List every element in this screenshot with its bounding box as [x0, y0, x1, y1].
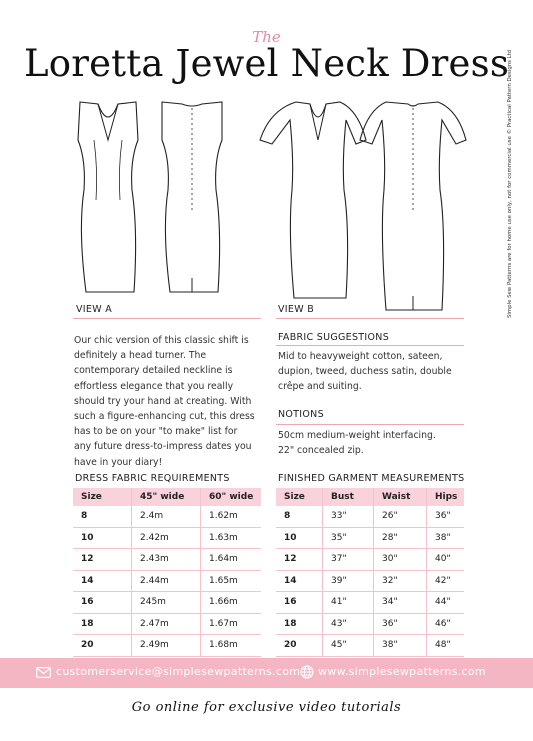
notions-line-1: 50cm medium-weight interfacing. — [278, 430, 436, 441]
value-cell: 1.68m — [201, 635, 262, 657]
contact-footer — [0, 658, 533, 688]
view-b-label: VIEW B — [278, 304, 315, 315]
value-cell: 43" — [323, 613, 374, 635]
size-cell: 20 — [73, 635, 132, 657]
column-header: Size — [73, 488, 132, 506]
value-cell: 45" — [323, 635, 374, 657]
copyright-sidebar: Simple Sew Patterns are for home use only, not for commercial use © Practical Pattern Designs Ltd — [507, 49, 513, 318]
column-header: Hips — [427, 488, 465, 506]
dress-fabric-table — [73, 488, 261, 657]
value-cell: 36" — [374, 613, 427, 635]
size-cell: 18 — [276, 613, 323, 635]
notions-divider — [276, 424, 464, 425]
size-cell: 12 — [73, 549, 132, 571]
value-cell: 1.62m — [201, 506, 262, 527]
value-cell: 2.43m — [132, 549, 201, 571]
column-header: 60" wide — [201, 488, 262, 506]
value-cell: 28" — [374, 527, 427, 549]
value-cell: 2.44m — [132, 570, 201, 592]
column-header: 45" wide — [132, 488, 201, 506]
table-row — [276, 549, 464, 571]
value-cell: 36" — [427, 506, 465, 527]
table-row — [73, 592, 261, 614]
size-cell: 14 — [73, 570, 132, 592]
table-row — [73, 570, 261, 592]
table-row — [73, 506, 261, 527]
size-cell: 16 — [73, 592, 132, 614]
value-cell: 1.63m — [201, 527, 262, 549]
value-cell: 37" — [323, 549, 374, 571]
size-cell: 16 — [276, 592, 323, 614]
table-row — [276, 635, 464, 657]
column-header: Bust — [323, 488, 374, 506]
value-cell: 48" — [427, 635, 465, 657]
description-paragraph: Our chic version of this classic shift is definitely a head turner. The contemporary detailed neckline is effortless elegance that you really should try your hand at creating. With such a figure-enhancing cut, this dress has to be on your "to make" list for any future dress-to-impress dates you have in your diary! — [74, 335, 255, 468]
table-row — [73, 549, 261, 571]
email-link[interactable]: customerservice@simplesewpatterns.com — [56, 665, 301, 678]
value-cell: 32" — [374, 570, 427, 592]
size-cell: 8 — [276, 506, 323, 527]
page-title: Loretta Jewel Neck Dress — [23, 42, 510, 85]
value-cell: 38" — [427, 527, 465, 549]
size-cell: 14 — [276, 570, 323, 592]
table-row — [276, 592, 464, 614]
value-cell: 38" — [374, 635, 427, 657]
table-row — [276, 570, 464, 592]
column-header: Size — [276, 488, 323, 506]
view-a-front-sketch — [68, 100, 148, 300]
column-header: Waist — [374, 488, 427, 506]
globe-icon — [300, 665, 314, 679]
value-cell: 1.64m — [201, 549, 262, 571]
value-cell: 40" — [427, 549, 465, 571]
value-cell: 2.42m — [132, 527, 201, 549]
value-cell: 39" — [323, 570, 374, 592]
view-b-front-sketch — [258, 100, 368, 305]
title-kicker: The — [252, 28, 281, 46]
notions-heading: NOTIONS — [278, 409, 324, 420]
website-link[interactable]: www.simplesewpatterns.com — [318, 665, 486, 678]
size-cell: 12 — [276, 549, 323, 571]
value-cell: 46" — [427, 613, 465, 635]
value-cell: 44" — [427, 592, 465, 614]
dress-fabric-heading: DRESS FABRIC REQUIREMENTS — [75, 473, 230, 484]
envelope-icon — [36, 667, 51, 678]
table-row — [276, 527, 464, 549]
view-a-back-sketch — [152, 100, 232, 300]
value-cell: 26" — [374, 506, 427, 527]
size-cell: 8 — [73, 506, 132, 527]
value-cell: 1.67m — [201, 613, 262, 635]
notions-line-2: 22" concealed zip. — [278, 445, 364, 456]
value-cell: 30" — [374, 549, 427, 571]
size-cell: 20 — [276, 635, 323, 657]
value-cell: 1.65m — [201, 570, 262, 592]
view-b-back-sketch — [358, 100, 468, 315]
size-cell: 10 — [73, 527, 132, 549]
view-b-divider — [276, 318, 464, 319]
value-cell: 2.47m — [132, 613, 201, 635]
video-tutorials-promo: Go online for exclusive video tutorials — [131, 700, 402, 715]
value-cell: 2.4m — [132, 506, 201, 527]
value-cell: 33" — [323, 506, 374, 527]
table-row — [73, 613, 261, 635]
table-row — [276, 613, 464, 635]
value-cell: 34" — [374, 592, 427, 614]
size-cell: 10 — [276, 527, 323, 549]
value-cell: 41" — [323, 592, 374, 614]
fabric-divider — [276, 345, 464, 346]
table-row — [73, 635, 261, 657]
table-row — [73, 527, 261, 549]
fabric-text: Mid to heavyweight cotton, sateen, dupion, tweed, duchess satin, double crêpe and suiting. — [278, 351, 452, 393]
value-cell: 35" — [323, 527, 374, 549]
size-cell: 18 — [73, 613, 132, 635]
table-header-row — [73, 488, 261, 506]
table-header-row — [276, 488, 464, 506]
value-cell: 2.49m — [132, 635, 201, 657]
view-a-divider — [73, 318, 261, 319]
value-cell: 245m — [132, 592, 201, 614]
measurements-table — [276, 488, 464, 657]
fabric-heading: FABRIC SUGGESTIONS — [278, 332, 390, 343]
measurements-heading: FINISHED GARMENT MEASUREMENTS — [278, 473, 465, 484]
view-a-label: VIEW A — [76, 304, 113, 315]
table-row — [276, 506, 464, 527]
value-cell: 1.66m — [201, 592, 262, 614]
value-cell: 42" — [427, 570, 465, 592]
